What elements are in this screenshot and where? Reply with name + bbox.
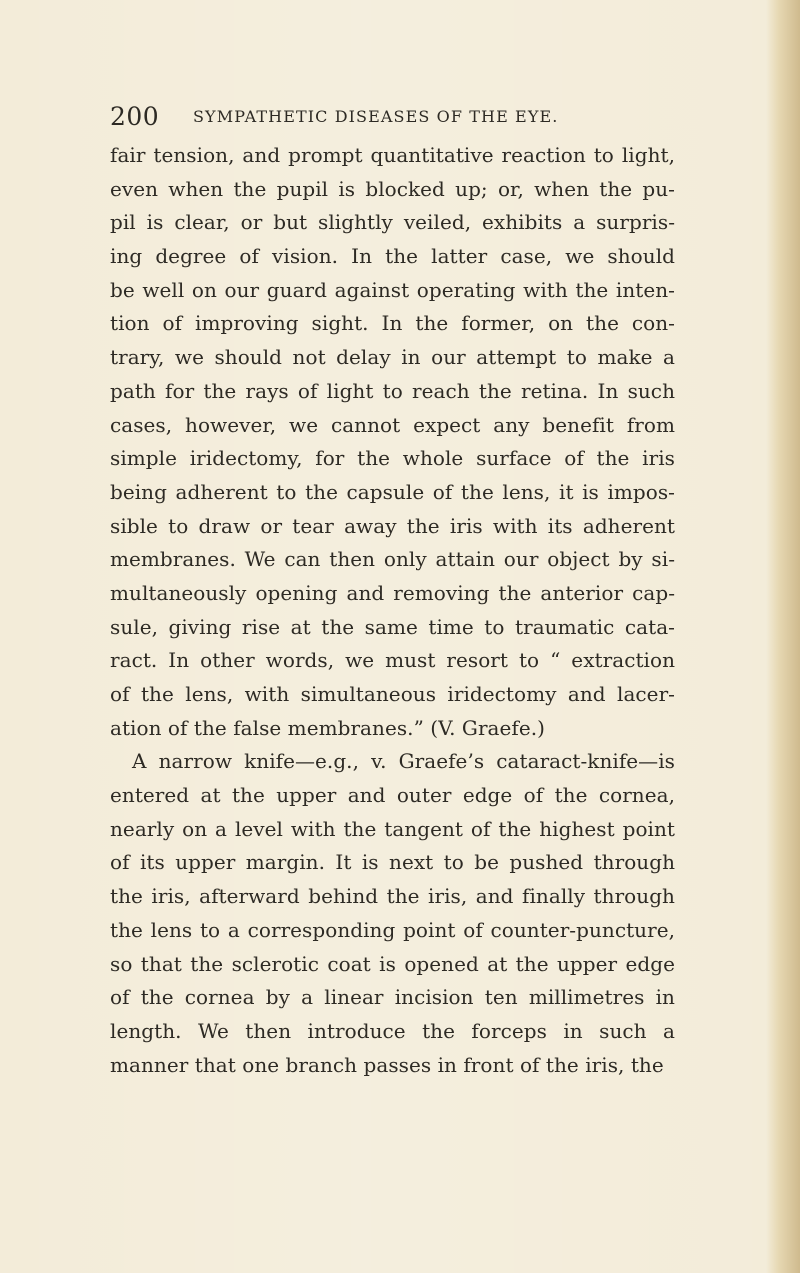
text-line: manner that one branch passes in front of the iris, the — [110, 1052, 664, 1077]
text-line: membranes. We can then only attain our object by si- — [110, 547, 675, 572]
text-line: entered at the upper and outer edge of the cornea, — [110, 783, 675, 808]
running-head: SYMPATHETIC DISEASES OF THE EYE. — [193, 107, 559, 126]
text-line: ing degree of vision. In the latter case, we should — [110, 244, 675, 269]
page-header — [110, 100, 670, 134]
text-line: path for the rays of light to reach the retina. In such — [110, 378, 675, 403]
text-line: ract. In other words, we must resort to “ extraction — [110, 648, 675, 673]
text-line: the iris, afterward behind the iris, and finally through — [110, 884, 675, 909]
body-text — [110, 139, 675, 1082]
text-line: being adherent to the capsule of the lens, it is impos- — [110, 479, 675, 504]
text-line: nearly on a level with the tangent of the highest point — [110, 816, 675, 841]
text-line: cases, however, we cannot expect any benefit from — [110, 412, 675, 437]
text-line: trary, we should not delay in our attempt to make a — [110, 345, 675, 370]
text-line: sule, giving rise at the same time to traumatic cata- — [110, 614, 675, 639]
text-line: simple iridectomy, for the whole surface of the iris — [110, 446, 675, 471]
page-edge-shadow — [766, 0, 800, 1273]
text-line: fair tension, and prompt quantitative reaction to light, — [110, 143, 675, 167]
text-line: ation of the false membranes.” (V. Graefe.) — [110, 715, 546, 740]
text-line: multaneously opening and removing the anterior cap- — [110, 580, 675, 605]
text-line: so that the sclerotic coat is opened at the upper edge — [110, 951, 675, 976]
text-line: of its upper margin. It is next to be pushed through — [110, 850, 675, 875]
text-line: of the cornea by a linear incision ten millimetres in — [110, 985, 675, 1010]
page-number: 200 — [110, 102, 160, 131]
text-line: tion of improving sight. In the former, on the con- — [110, 311, 675, 336]
text-line: pil is clear, or but slightly veiled, exhibits a surpris- — [110, 210, 675, 235]
text-line: even when the pupil is blocked up; or, when the pu- — [110, 176, 675, 201]
text-line: sible to draw or tear away the iris with its adherent — [110, 513, 675, 538]
text-line: length. We then introduce the forceps in such a — [110, 1018, 675, 1043]
text-line: the lens to a corresponding point of counter-puncture, — [110, 917, 675, 942]
text-line: of the lens, with simultaneous iridectomy and lacer- — [110, 682, 675, 706]
paragraph-start-line: A narrow knife—e.g., v. Graefe’s cataract-knife—is — [132, 749, 675, 774]
text-line: be well on our guard against operating with the inten- — [110, 277, 675, 302]
